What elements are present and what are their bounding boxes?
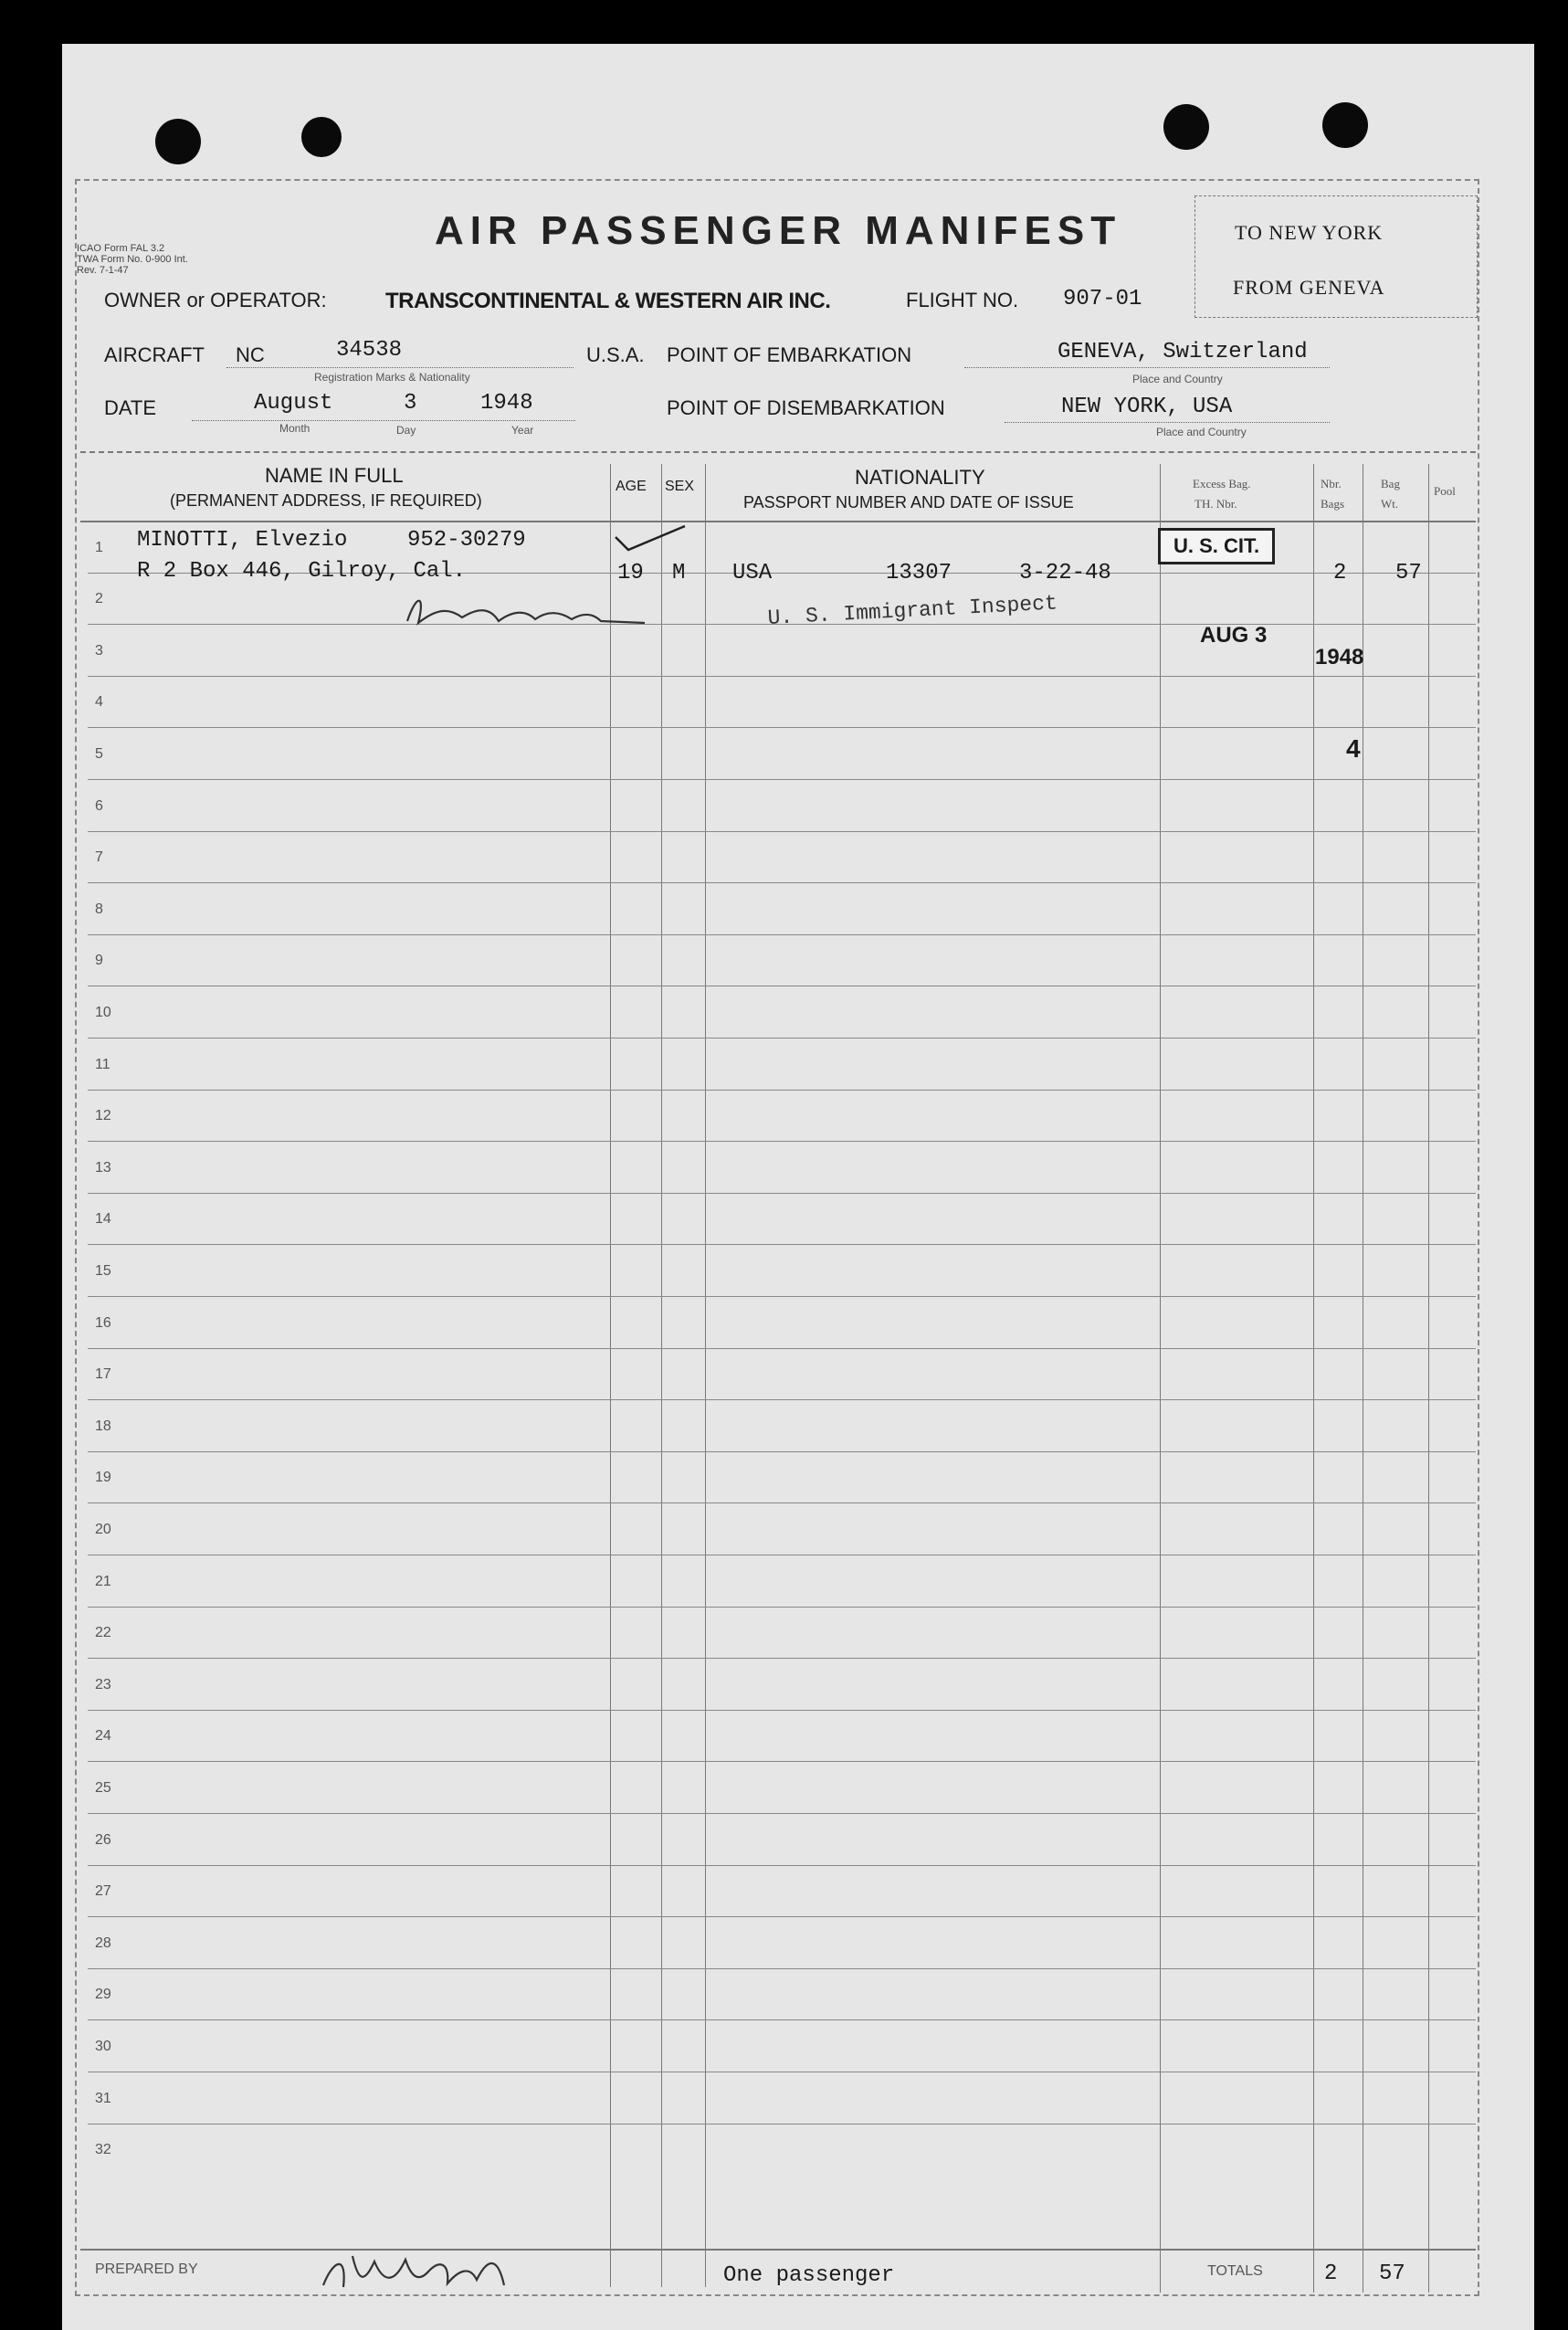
punch-hole bbox=[301, 117, 342, 157]
date-day-sub: Day bbox=[396, 424, 416, 437]
date-month-sub: Month bbox=[279, 422, 310, 435]
col-sex-header: SEX bbox=[665, 479, 695, 494]
owner-value: TRANSCONTINENTAL & WESTERN AIR INC. bbox=[385, 289, 831, 313]
row-number: 17 bbox=[95, 1366, 111, 1383]
row-divider bbox=[88, 1141, 1476, 1142]
year-stamp: 1948 bbox=[1315, 645, 1364, 669]
embark-sub: Place and Country bbox=[1132, 373, 1223, 385]
date-year: 1948 bbox=[480, 391, 533, 416]
owner-label: OWNER or OPERATOR: bbox=[104, 289, 327, 311]
passenger-age: 19 bbox=[617, 561, 644, 585]
route-from: FROM GENEVA bbox=[1233, 276, 1385, 299]
col-wt-sub: Wt. bbox=[1381, 497, 1399, 511]
row-divider bbox=[88, 1399, 1476, 1400]
disembark-value: NEW YORK, USA bbox=[1061, 395, 1233, 419]
row-divider bbox=[88, 1244, 1476, 1245]
embark-label: POINT OF EMBARKATION bbox=[667, 343, 912, 366]
row-divider bbox=[88, 934, 1476, 935]
row-number: 14 bbox=[95, 1211, 111, 1228]
disembark-label: POINT OF DISEMBARKATION bbox=[667, 396, 945, 419]
row-number: 3 bbox=[95, 642, 103, 659]
totals-label: TOTALS bbox=[1207, 2263, 1263, 2279]
row-divider bbox=[88, 1968, 1476, 1969]
route-to: TO NEW YORK bbox=[1235, 221, 1384, 244]
row-divider bbox=[88, 779, 1476, 780]
row-number: 4 bbox=[95, 694, 103, 711]
passenger-nationality: USA bbox=[732, 561, 773, 585]
passenger-signature bbox=[398, 590, 654, 636]
row-number: 2 bbox=[95, 591, 103, 607]
col-nationality-sub: PASSPORT NUMBER AND DATE OF ISSUE bbox=[743, 493, 1074, 511]
row-divider bbox=[88, 676, 1476, 677]
row-number: 27 bbox=[95, 1883, 111, 1900]
punch-hole bbox=[1322, 102, 1368, 148]
passport-issue-date: 3-22-48 bbox=[1019, 561, 1111, 585]
row-divider bbox=[88, 1502, 1476, 1503]
col-nbr-sub: Bags bbox=[1321, 497, 1344, 511]
col-excess-sub: TH. Nbr. bbox=[1194, 497, 1237, 511]
punch-hole bbox=[155, 119, 201, 164]
row-number: 15 bbox=[95, 1263, 111, 1279]
row-divider bbox=[88, 1916, 1476, 1917]
col-excess-header: Excess Bag. bbox=[1193, 477, 1251, 490]
disembark-sub: Place and Country bbox=[1156, 426, 1247, 438]
passenger-number: 952-30279 bbox=[407, 528, 526, 553]
col-nationality-header: NATIONALITY bbox=[855, 466, 985, 489]
row-divider bbox=[88, 1348, 1476, 1349]
row-divider bbox=[88, 1865, 1476, 1866]
total-weight: 57 bbox=[1379, 2261, 1405, 2286]
row-number: 11 bbox=[95, 1056, 110, 1072]
aircraft-label: AIRCRAFT bbox=[104, 343, 205, 366]
date-label: DATE bbox=[104, 396, 157, 419]
preparer-signature bbox=[316, 2243, 535, 2298]
date-year-sub: Year bbox=[511, 424, 534, 437]
row-divider bbox=[88, 1193, 1476, 1194]
row-number: 24 bbox=[95, 1728, 111, 1745]
aircraft-sub: Registration Marks & Nationality bbox=[314, 371, 470, 384]
col-age-header: AGE bbox=[616, 479, 647, 494]
check-mark bbox=[612, 521, 694, 557]
col-wt-header: Bag bbox=[1381, 477, 1400, 490]
row-number: 13 bbox=[95, 1159, 111, 1176]
row-divider bbox=[88, 1296, 1476, 1297]
row-number: 5 bbox=[95, 746, 103, 762]
flight-label: FLIGHT NO. bbox=[906, 289, 1019, 311]
us-citizen-stamp: U. S. CIT. bbox=[1158, 528, 1275, 564]
row-number: 32 bbox=[95, 2142, 111, 2158]
form-reference: ICAO Form FAL 3.2 TWA Form No. 0-900 Int. Rev. 7-1-47 bbox=[77, 243, 188, 276]
row-divider bbox=[88, 882, 1476, 883]
row-number: 29 bbox=[95, 1987, 111, 2003]
row-divider bbox=[88, 1451, 1476, 1452]
row-number: 12 bbox=[95, 1108, 111, 1124]
immigrant-inspector-stamp: U. S. Immigrant Inspect bbox=[767, 591, 1058, 630]
row-divider bbox=[88, 2019, 1476, 2020]
row-number: 21 bbox=[95, 1573, 111, 1589]
date-day: 3 bbox=[404, 391, 417, 416]
passenger-sex: M bbox=[672, 561, 686, 585]
row-divider bbox=[88, 1710, 1476, 1711]
row-number: 9 bbox=[95, 953, 103, 969]
row-number: 7 bbox=[95, 849, 103, 866]
embark-value: GENEVA, Switzerland bbox=[1058, 340, 1308, 364]
row-divider bbox=[88, 1761, 1476, 1762]
row-number: 16 bbox=[95, 1314, 111, 1331]
row-number: 19 bbox=[95, 1470, 111, 1486]
passport-number: 13307 bbox=[886, 561, 952, 585]
row-number: 26 bbox=[95, 1831, 111, 1848]
passenger-name: MINOTTI, Elvezio bbox=[137, 528, 348, 553]
flight-value: 907-01 bbox=[1063, 287, 1142, 311]
col-pool-header: Pool bbox=[1434, 484, 1456, 498]
col-nbr-header: Nbr. bbox=[1321, 477, 1342, 490]
row-number: 1 bbox=[95, 539, 103, 555]
row-divider bbox=[88, 727, 1476, 728]
row-divider bbox=[88, 1607, 1476, 1608]
date-month: August bbox=[254, 391, 333, 416]
punch-hole bbox=[1163, 104, 1209, 150]
col-name-header: NAME IN FULL bbox=[265, 464, 404, 487]
row-number: 20 bbox=[95, 1522, 111, 1537]
passenger-address: R 2 Box 446, Gilroy, Cal. bbox=[137, 559, 467, 584]
row-number: 22 bbox=[95, 1625, 111, 1641]
row-number: 28 bbox=[95, 1935, 111, 1951]
row-number: 23 bbox=[95, 1676, 111, 1692]
row-number: 10 bbox=[95, 1005, 111, 1020]
row-number: 18 bbox=[95, 1418, 111, 1434]
total-bags: 2 bbox=[1324, 2261, 1338, 2286]
row-number: 31 bbox=[95, 2090, 111, 2106]
date-stamp: AUG 3 bbox=[1200, 623, 1268, 648]
row-divider bbox=[88, 831, 1476, 832]
aircraft-country: U.S.A. bbox=[586, 343, 645, 366]
row-number: 6 bbox=[95, 797, 103, 814]
row-divider bbox=[88, 1658, 1476, 1659]
row-divider bbox=[88, 1813, 1476, 1814]
page-title: AIR PASSENGER MANIFEST bbox=[435, 208, 1122, 253]
aircraft-prefix: NC bbox=[236, 343, 265, 366]
aircraft-registration: 34538 bbox=[336, 338, 403, 363]
row-number: 8 bbox=[95, 901, 103, 917]
passenger-weight: 57 bbox=[1395, 561, 1422, 585]
row-number: 25 bbox=[95, 1780, 111, 1796]
footer-note: One passenger bbox=[723, 2263, 895, 2288]
row-divider bbox=[88, 1090, 1476, 1091]
prepared-by-label: PREPARED BY bbox=[95, 2261, 198, 2277]
col-name-sub: (PERMANENT ADDRESS, IF REQUIRED) bbox=[170, 491, 482, 510]
numeral-mark: 4 bbox=[1346, 734, 1361, 763]
row-number: 30 bbox=[95, 2039, 111, 2054]
passenger-bags: 2 bbox=[1333, 561, 1347, 585]
